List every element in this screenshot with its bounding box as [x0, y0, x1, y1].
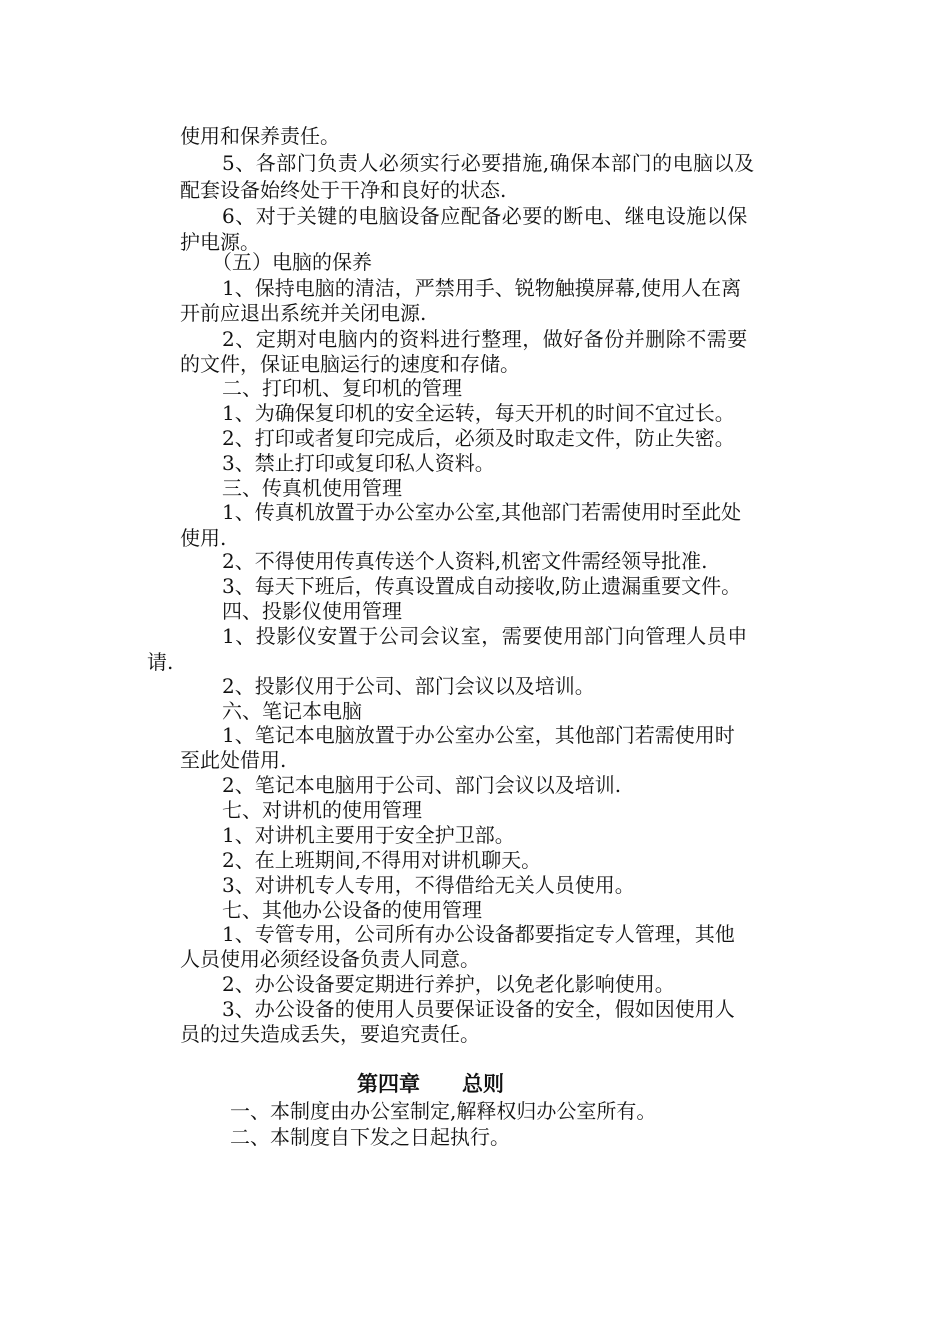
- text-line: 6、对于关键的电脑设备应配备必要的断电、继电设施以保: [222, 204, 748, 228]
- section-heading: 六、笔记本电脑: [222, 699, 362, 723]
- text-line: 员的过失造成丢失，要追究责任。: [180, 1022, 480, 1046]
- text-line: 的文件，保证电脑运行的速度和存储。: [180, 352, 520, 376]
- text-line: 1、专管专用，公司所有办公设备都要指定专人管理，其他: [222, 922, 735, 946]
- text-line: 护电源。: [180, 230, 260, 254]
- text-line: 1、保持电脑的清洁，严禁用手、锐物触摸屏幕,使用人在离: [222, 276, 742, 300]
- chapter-title: 第四章 总则: [357, 1071, 504, 1096]
- text-line: 一、本制度由办公室制定,解释权归办公室所有。: [230, 1099, 657, 1123]
- text-line: 使用.: [180, 526, 227, 550]
- text-line: 1、为确保复印机的安全运转，每天开机的时间不宜过长。: [222, 401, 735, 425]
- section-heading: 二、打印机、复印机的管理: [222, 376, 462, 400]
- text-line: 至此处借用.: [180, 748, 287, 772]
- text-line: 2、笔记本电脑用于公司、部门会议以及培训.: [222, 773, 622, 797]
- text-line: 请.: [147, 650, 174, 674]
- text-line: 1、传真机放置于办公室办公室,其他部门若需使用时至此处: [222, 500, 742, 524]
- text-line: 2、办公设备要定期进行养护，以免老化影响使用。: [222, 972, 675, 996]
- text-line: 2、投影仪用于公司、部门会议以及培训。: [222, 674, 595, 698]
- section-heading: 七、对讲机的使用管理: [222, 798, 422, 822]
- text-line: 2、定期对电脑内的资料进行整理，做好备份并删除不需要: [222, 327, 748, 351]
- text-line: 2、不得使用传真传送个人资料,机密文件需经领导批准.: [222, 549, 708, 573]
- text-line: 开前应退出系统并关闭电源.: [180, 301, 427, 325]
- text-line: 2、打印或者复印完成后，必须及时取走文件，防止失密。: [222, 426, 735, 450]
- text-line: 3、每天下班后，传真设置成自动接收,防止遗漏重要文件。: [222, 574, 742, 598]
- text-line: 2、在上班期间,不得用对讲机聊天。: [222, 848, 542, 872]
- text-line: 二、本制度自下发之日起执行。: [230, 1125, 510, 1149]
- text-line: 3、禁止打印或复印私人资料。: [222, 451, 495, 475]
- text-line: 人员使用必须经设备负责人同意。: [180, 947, 480, 971]
- text-line: 使用和保养责任。: [180, 124, 340, 148]
- text-line: 3、办公设备的使用人员要保证设备的安全，假如因使用人: [222, 997, 735, 1021]
- section-heading: （五）电脑的保养: [212, 250, 372, 274]
- text-line: 3、对讲机专人专用，不得借给无关人员使用。: [222, 873, 635, 897]
- section-heading: 三、传真机使用管理: [222, 476, 402, 500]
- text-line: 1、投影仪安置于公司会议室，需要使用部门向管理人员申: [222, 624, 748, 648]
- section-heading: 七、其他办公设备的使用管理: [222, 898, 482, 922]
- text-line: 5、各部门负责人必须实行必要措施,确保本部门的电脑以及: [222, 151, 755, 175]
- section-heading: 四、投影仪使用管理: [222, 599, 402, 623]
- text-line: 配套设备始终处于干净和良好的状态.: [180, 178, 507, 202]
- text-line: 1、笔记本电脑放置于办公室办公室，其他部门若需使用时: [222, 723, 735, 747]
- text-line: 1、对讲机主要用于安全护卫部。: [222, 823, 515, 847]
